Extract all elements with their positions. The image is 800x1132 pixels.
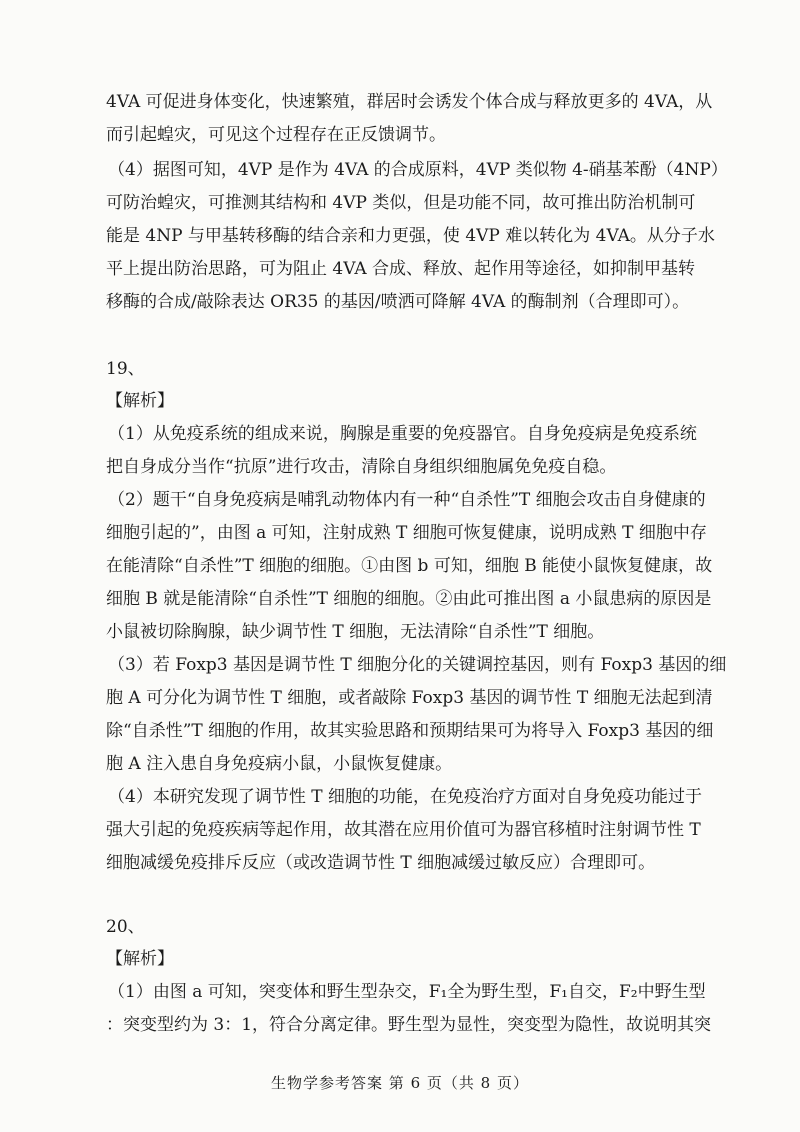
text-line: 细胞引起的”，由图 a 可知，注射成熟 T 细胞可恢复健康，说明成熟 T 细胞中存 bbox=[106, 523, 707, 543]
text-line: 20、 bbox=[106, 917, 145, 937]
text-line: 细胞减缓免疫排斥反应（或改造调节性 T 细胞减缓过敏反应）合理即可。 bbox=[106, 853, 656, 873]
text-line: （1）由图 a 可知，突变体和野生型杂交，F₁全为野生型，F₁自交，F₂中野生型 bbox=[108, 982, 706, 1002]
text-line: 可防治蝗灾，可推测其结构和 4VP 类似，但是功能不同，故可推出防治机制可 bbox=[106, 193, 696, 213]
text-line: 在能清除“自杀性”T 细胞的细胞。①由图 b 可知，细胞 B 能使小鼠恢复健康，故 bbox=[106, 556, 713, 576]
text-line: 移酶的合成/敲除表达 OR35 的基因/喷洒可降解 4VA 的酶制剂（合理即可）。 bbox=[106, 292, 690, 312]
text-line: （2）题干“自身免疫病是哺乳动物体内有一种“自杀性”T 细胞会攻击自身健康的 bbox=[108, 490, 706, 510]
text-line: 19、 bbox=[106, 359, 145, 379]
text-line: 而引起蝗灾，可见这个过程存在正反馈调节。 bbox=[106, 125, 446, 145]
text-line: 【解析】 bbox=[106, 391, 174, 411]
text-line: （4）本研究发现了调节性 T 细胞的功能，在免疫治疗方面对自身免疫功能过于 bbox=[108, 787, 702, 807]
text-line: 胞 A 可分化为调节性 T 细胞，或者敲除 Foxp3 基因的调节性 T 细胞无法起到清 bbox=[106, 688, 713, 708]
text-line: 细胞 B 就是能清除“自杀性”T 细胞的细胞。②由此可推出图 a 小鼠患病的原因是 bbox=[106, 589, 712, 609]
text-line: 除“自杀性”T 细胞的作用，故其实验思路和预期结果可为将导入 Foxp3 基因的细 bbox=[106, 721, 714, 741]
text-line: （3）若 Foxp3 基因是调节性 T 细胞分化的关键调控基因，则有 Foxp3 基因的细 bbox=[108, 655, 727, 675]
text-line: （4）据图可知，4VP 是作为 4VA 的合成原料，4VP 类似物 4-硝基苯酚（4NP） bbox=[108, 160, 728, 180]
text-line: （1）从免疫系统的组成来说，胸腺是重要的免疫器官。自身免疫病是免疫系统 bbox=[108, 424, 697, 444]
text-line: 平上提出防治思路，可为阻止 4VA 合成、释放、起作用等途径，如抑制甲基转 bbox=[106, 259, 696, 279]
page-footer: 生物学参考答案 第 6 页（共 8 页） bbox=[271, 1074, 529, 1092]
text-line: 能是 4NP 与甲基转移酶的结合亲和力更强，使 4VP 难以转化为 4VA。从分子水 bbox=[106, 226, 715, 246]
text-line: 强大引起的免疫疾病等起作用，故其潜在应用价值可为器官移植时注射调节性 T bbox=[106, 820, 701, 840]
text-line: 4VA 可促进身体变化，快速繁殖，群居时会诱发个体合成与释放更多的 4VA，从 bbox=[106, 92, 713, 112]
text-line: 【解析】 bbox=[106, 949, 174, 969]
text-line: 小鼠被切除胸腺，缺少调节性 T 细胞，无法清除“自杀性”T 细胞。 bbox=[106, 622, 605, 642]
text-line: ：突变型约为 3：1，符合分离定律。野生型为显性，突变型为隐性，故说明其突 bbox=[106, 1015, 712, 1035]
text-line: 胞 A 注入患自身免疫病小鼠，小鼠恢复健康。 bbox=[106, 754, 453, 774]
text-line: 把自身成分当作“抗原”进行攻击，清除自身组织细胞属免免疫自稳。 bbox=[106, 457, 617, 477]
